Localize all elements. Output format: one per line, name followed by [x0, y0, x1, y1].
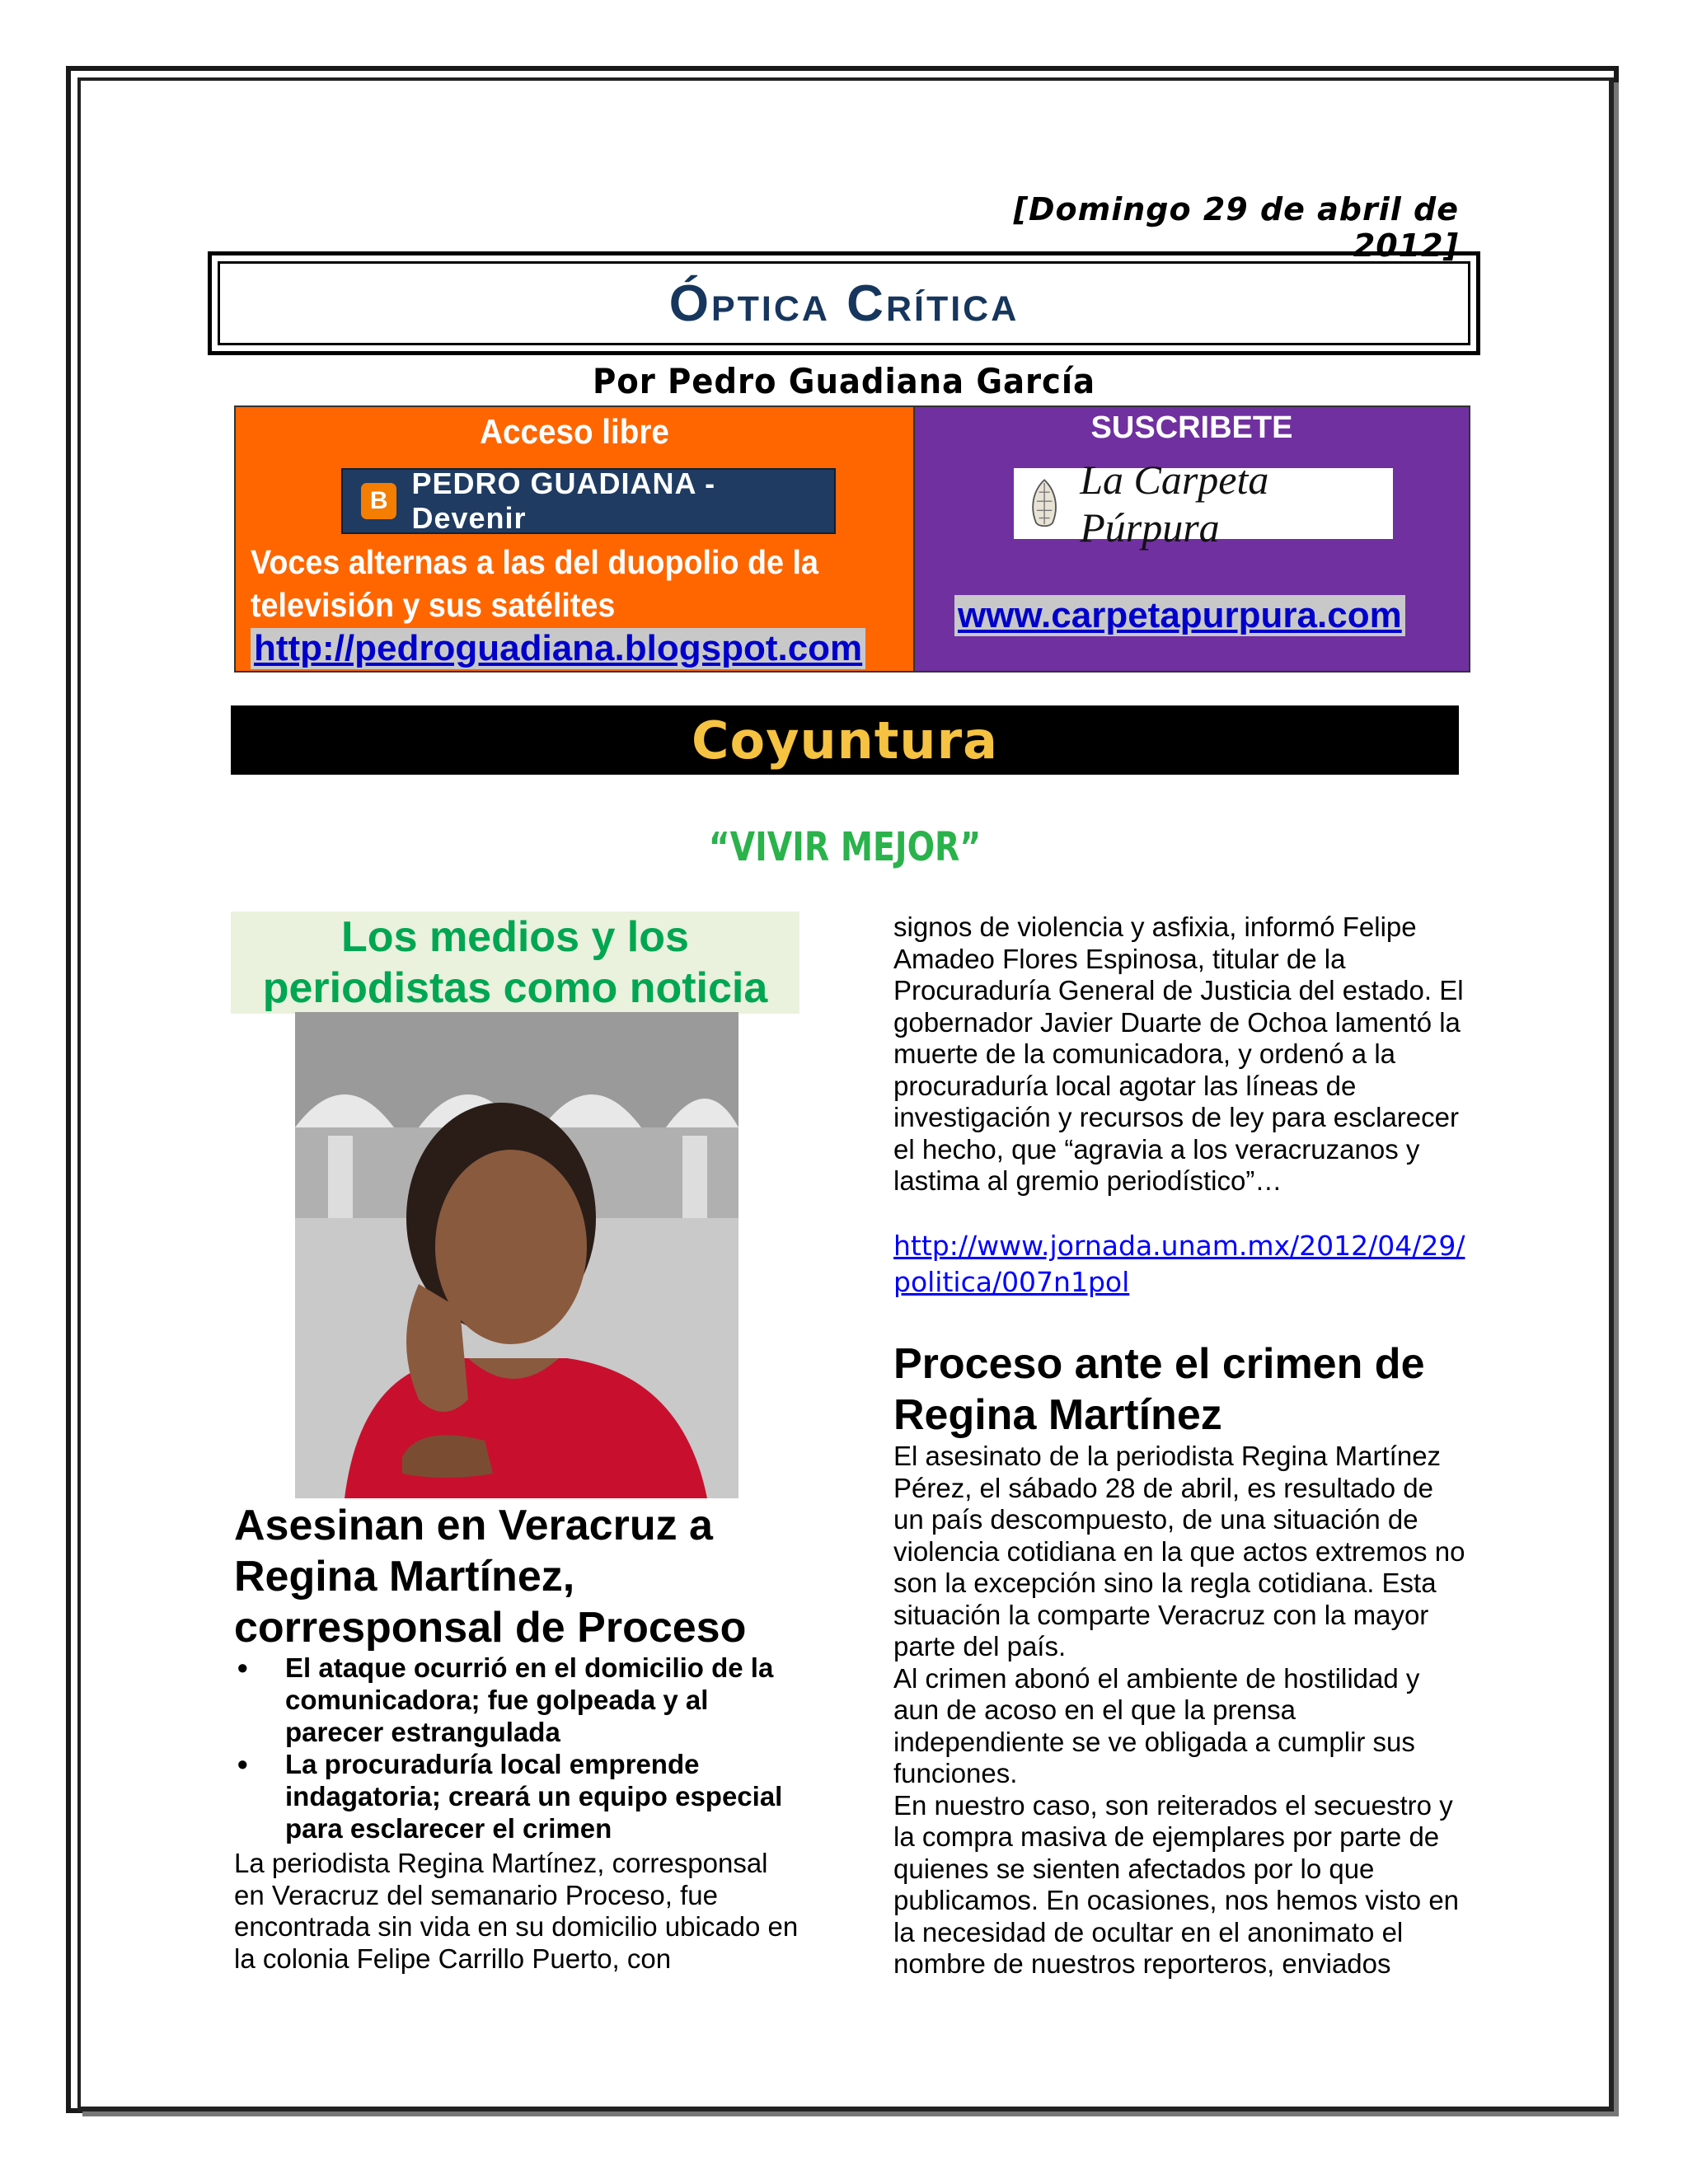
- carpeta-link[interactable]: www.carpetapurpura.com: [954, 595, 1405, 636]
- promo-subscribe-cell: [913, 407, 1469, 671]
- carpeta-logo-text: La Carpeta Púrpura: [1080, 457, 1269, 551]
- article2-headline: Proceso ante el crimen de Regina Martínez: [893, 1340, 1425, 1439]
- section-title: Coyuntura: [692, 710, 998, 771]
- tagline: “VIVIR MEJOR”: [708, 824, 982, 870]
- blogger-icon: B: [361, 483, 396, 519]
- section-banner: [231, 705, 1459, 775]
- promo-blog-heading: Acceso libre: [480, 412, 669, 451]
- masthead-title: Óptica Crítica: [668, 274, 1020, 332]
- paragraph: Al crimen abonó el ambiente de hostilidad y aun de acoso en el que la prensa independiente se ve obligada a cumplir sus funciones.: [893, 1662, 1420, 1788]
- subscribe-heading: SUSCRIBETE: [1090, 410, 1293, 445]
- source-link[interactable]: http://www.jornada.unam.mx/2012/04/29/politica/007n1pol: [893, 1230, 1465, 1298]
- article1-summary-list: [234, 1652, 803, 1844]
- shell-icon: [1025, 475, 1063, 532]
- promo-blog-description: Voces alternas a las del duopolio de la televisión y sus satélites: [251, 543, 818, 624]
- paragraph: En nuestro caso, son reiterados el secuestro y la compra masiva de ejemplares por parte de quienes se sienten afectados por lo que publicamos. En ocasiones, nos hemos visto en la necesidad de ocultar en el anonimato el nombre de nuestros reporteros, enviados: [893, 1789, 1460, 1979]
- blogger-banner[interactable]: [341, 468, 836, 534]
- article1-body: La periodista Regina Martínez, corresponsal en Veracruz del semanario Proceso, fue encontrada sin vida en su domicilio ubicado en la colonia Felipe Carrillo Puerto, con: [234, 1848, 799, 1974]
- portrait-image: [295, 1012, 738, 1498]
- promo-blog-cell: [236, 407, 913, 671]
- masthead-box: [208, 251, 1480, 355]
- blog-link[interactable]: http://pedroguadiana.blogspot.com: [251, 628, 865, 669]
- article2-body: [893, 1441, 1470, 1980]
- issue-date: [Domingo 29 de abril de 2012]: [1013, 191, 1459, 264]
- paragraph: El asesinato de la periodista Regina Martínez Pérez, el sábado 28 de abril, es resultado de un país descompuesto, de una situación de violencia cotidiana en la que actos extremos no son la excepción sino la regla cotidiana. Esta situación la comparte Veracruz con la mayor parte del país.: [893, 1441, 1465, 1661]
- summary-bullet: • La procuraduría local emprende indagatoria; creará un equipo especial para esclarecer el crimen: [234, 1748, 803, 1844]
- article1-continuation: signos de violencia y asfixia, informó Felipe Amadeo Flores Espinosa, titular de la Procuraduría General de Justicia del estado. El gobernador Javier Duarte de Ochoa lamentó la muerte de la comunicadora, y ordenó a la procuraduría local agotar las líneas de investigación y recursos de ley para esclarecer el hecho, que “agravia a los veracruzanos y lastima al gremio periodístico”…: [893, 912, 1464, 1196]
- article1-headline: Asesinan en Veracruz a Regina Martínez, corresponsal de Proceso: [234, 1502, 747, 1652]
- column-heading-box: [231, 912, 799, 1014]
- journalist-photo: [295, 1012, 738, 1498]
- promo-table: [234, 405, 1470, 673]
- blogger-banner-text: PEDRO GUADIANA - Devenir: [411, 466, 716, 535]
- byline: Por Pedro Guadiana García: [592, 361, 1095, 401]
- summary-bullet: • El ataque ocurrió en el domicilio de la comunicadora; fue golpeada y al parecer estrangulada: [234, 1652, 803, 1748]
- column-heading: Los medios y los periodistas como noticia: [262, 913, 768, 1012]
- carpeta-purpura-logo[interactable]: [1014, 457, 1393, 551]
